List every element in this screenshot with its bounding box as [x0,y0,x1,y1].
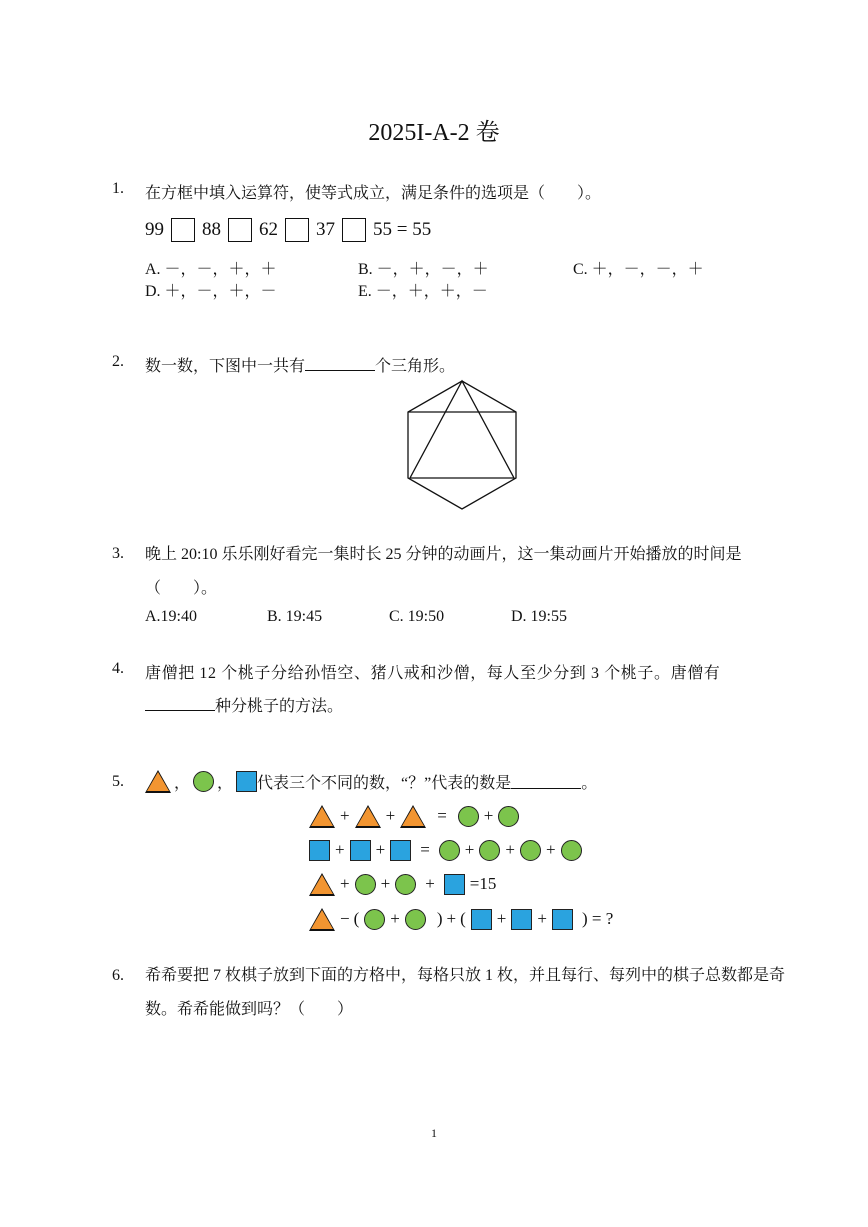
q1-option-d[interactable]: D. ＋，－，＋，－ [145,283,277,300]
q1-text: 在方框中填入运算符，使等式成立，满足条件的选项是（ ）。 [145,185,602,202]
equation-row-3 [306,870,498,898]
plus-sign: + [425,874,435,893]
circle-icon [520,840,541,861]
eq-number: 99 [145,219,164,240]
q1-option-a[interactable]: A. －，－，＋，＋ [145,261,277,278]
triangle-icon [400,805,426,828]
circle-icon [561,840,582,861]
q1-equation [145,216,431,244]
circle-icon [395,874,416,895]
q1-option-b[interactable]: B. －，＋，－，＋ [358,261,489,278]
plus-sign: + [464,840,475,859]
eq-number: 88 [202,219,221,240]
hexagon-triangle-figure [400,378,524,514]
triangle-icon [309,873,335,896]
answer-blank[interactable] [305,356,375,371]
q2-text-a: 数一数，下图中一共有 [145,358,306,375]
plus-sign: + [385,806,396,825]
circle-icon [364,909,385,930]
circle-icon [498,806,519,827]
q3-option-b[interactable]: B. 19:45 [267,608,323,625]
triangle-icon [309,805,335,828]
circle-icon [479,840,500,861]
q4-text-line1: 唐僧把 12 个桃子分给孙悟空、猪八戒和沙僧，每人至少分到 3 个桃子。唐僧有 [145,665,721,682]
left-paren: ( [460,909,466,928]
square-icon [471,909,492,930]
separator: ， [217,775,234,792]
q3-option-a[interactable]: A.19:40 [145,608,197,625]
square-icon [309,840,330,861]
q6-text: 希希要把 7 枚棋子放到下面的方格中，每格只放 1 枚，并且每行、每列中的棋子总数都是奇数。希希能做到吗？（ ） [145,967,786,1018]
eq-number: 55 = 55 [373,219,432,240]
plus-sign: + [375,840,386,859]
q4-text-line2 [145,693,343,716]
operator-box[interactable] [285,218,309,242]
plus-sign: + [505,840,515,859]
triangle-icon [309,908,335,931]
plus-sign: + [340,806,350,825]
plus-sign: + [496,909,507,928]
equals-sign: = [420,840,430,859]
circle-icon [439,840,460,861]
q5-text [145,770,597,793]
square-icon [350,840,371,861]
q3-text: 晚上 20:10 乐乐刚好看完一集时长 25 分钟的动画片，这一集动画片开始播放的时间是（ ）。 [145,546,742,597]
q1-number: 1. [112,180,124,197]
square-icon [511,909,532,930]
q5-text-b: 。 [581,775,598,792]
separator: ， [174,775,191,792]
page-number: 1 [431,1126,437,1140]
q5-number: 5. [112,773,124,790]
eq-number: 62 [259,219,278,240]
plus-sign: + [446,909,457,928]
q1-option-c[interactable]: C. ＋，－，－，＋ [573,261,704,278]
square-icon [444,874,465,895]
circle-icon [355,874,376,895]
q6-number: 6. [112,967,124,984]
q1-option-e[interactable]: E. －，＋，＋，－ [358,283,488,300]
equals-sign: = [437,806,447,825]
plus-sign: + [483,806,494,825]
left-paren: ( [353,909,360,928]
operator-box[interactable] [342,218,366,242]
triangle-icon [145,770,171,793]
q2-text-b: 个三角形。 [375,358,456,375]
q4-text-b: 种分桃子的方法。 [215,698,344,715]
operator-box[interactable] [171,218,195,242]
q4-number: 4. [112,660,124,677]
answer-blank[interactable] [145,696,215,711]
result-15: =15 [469,874,497,893]
operator-box[interactable] [228,218,252,242]
circle-icon [405,909,426,930]
q3-number: 3. [112,545,124,562]
eq-number: 37 [316,219,335,240]
plus-sign: + [545,840,556,859]
right-paren: ) [436,909,443,928]
circle-icon [458,806,479,827]
square-icon [390,840,411,861]
equation-row-2 [306,836,585,864]
plus-sign: + [390,909,400,928]
plus-sign: + [335,840,345,859]
square-icon [552,909,573,930]
answer-blank[interactable] [511,774,581,789]
q5-text-a: 代表三个不同的数，“？”代表的数是 [257,775,512,792]
q3-option-c[interactable]: C. 19:50 [389,608,445,625]
equation-row-1 [306,802,522,830]
minus-sign: − [340,909,350,928]
page-title: 2025I-A-2 卷 [368,120,500,146]
equation-row-4 [306,905,615,933]
result-question: ) = ? [581,909,614,928]
square-icon [236,771,257,792]
q3-option-d[interactable]: D. 19:55 [511,608,567,625]
triangle-icon [355,805,381,828]
q2-text [145,353,455,376]
circle-icon [193,771,214,792]
plus-sign: + [380,874,391,893]
plus-sign: + [340,874,350,893]
plus-sign: + [537,909,547,928]
q2-number: 2. [112,353,124,370]
